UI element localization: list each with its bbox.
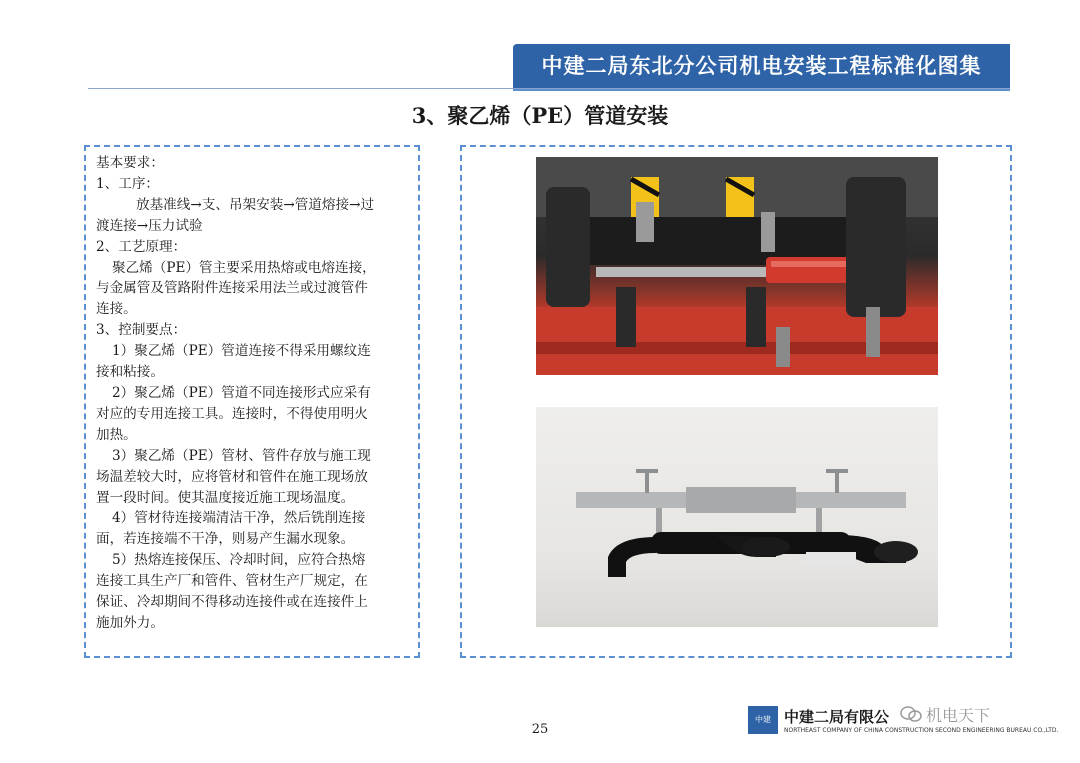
requirement-line: 4）管材待连接端清洁干净，然后铣削连接 bbox=[112, 510, 366, 527]
requirements-panel bbox=[84, 145, 420, 658]
requirement-line: 加热。 bbox=[96, 426, 137, 443]
requirement-line: 面，若连接端不干净，则易产生漏水现象。 bbox=[96, 531, 355, 548]
wechat-icon bbox=[900, 706, 922, 722]
requirement-line: 渡连接→压力试验 bbox=[96, 217, 203, 234]
requirement-line: 放基准线→支、吊架安装→管道熔接→过 bbox=[136, 196, 375, 213]
header-title: 中建二局东北分公司机电安装工程标准化图集 bbox=[541, 53, 982, 78]
requirement-line: 基本要求： bbox=[96, 155, 164, 171]
page-number: 25 bbox=[531, 722, 549, 737]
company-name-en: NORTHEAST COMPANY OF CHINA CONSTRUCTION SECOND ENGINEERING BUREAU CO.,LTD. bbox=[784, 727, 1059, 734]
requirement-line: 对应的专用连接工具。连接时，不得使用明火 bbox=[96, 405, 368, 422]
requirement-line: 接和粘接。 bbox=[96, 364, 164, 381]
page-title: 3、聚乙烯（PE）管道安装 bbox=[411, 103, 669, 128]
requirement-line: 与金属管及管路附件连接采用法兰或过渡管件 bbox=[96, 280, 368, 297]
company-name-cn: 中建二局有限公 bbox=[784, 708, 890, 726]
requirement-line: 1）聚乙烯（PE）管道连接不得采用螺纹连 bbox=[112, 343, 371, 360]
requirements-text bbox=[96, 153, 414, 634]
requirement-line: 1、工序： bbox=[96, 175, 160, 192]
watermark: 机电天下 bbox=[926, 706, 991, 725]
requirement-line: 置一段时间。使其温度接近施工现场温度。 bbox=[96, 489, 355, 506]
requirement-line: 5）热熔连接保压、冷却时间，应符合热熔 bbox=[112, 552, 366, 569]
requirement-line: 保证、冷却期间不得移动连接件或在连接件上 bbox=[96, 594, 368, 611]
requirement-line: 连接工具生产厂和管件、管材生产厂规定，在 bbox=[96, 573, 368, 590]
pipe-support-photo bbox=[536, 407, 938, 627]
requirement-line: 施加外力。 bbox=[96, 614, 164, 631]
header-divider bbox=[88, 88, 1010, 89]
fusion-machine-photo bbox=[536, 157, 938, 375]
requirement-line: 连接。 bbox=[96, 301, 137, 318]
requirement-line: 聚乙烯（PE）管主要采用热熔或电熔连接， bbox=[112, 259, 376, 276]
header-banner bbox=[513, 44, 1010, 88]
company-logo: 中建 bbox=[748, 706, 778, 734]
photos-panel bbox=[460, 145, 1012, 658]
requirement-line: 2）聚乙烯（PE）管道不同连接形式应采有 bbox=[112, 384, 371, 401]
requirement-line: 3、控制要点： bbox=[96, 322, 187, 339]
requirement-line: 2、工艺原理： bbox=[96, 238, 187, 255]
requirement-line: 3）聚乙烯（PE）管材、管件存放与施工现 bbox=[112, 447, 371, 464]
requirement-line: 场温差较大时，应将管材和管件在施工现场放 bbox=[96, 468, 368, 485]
